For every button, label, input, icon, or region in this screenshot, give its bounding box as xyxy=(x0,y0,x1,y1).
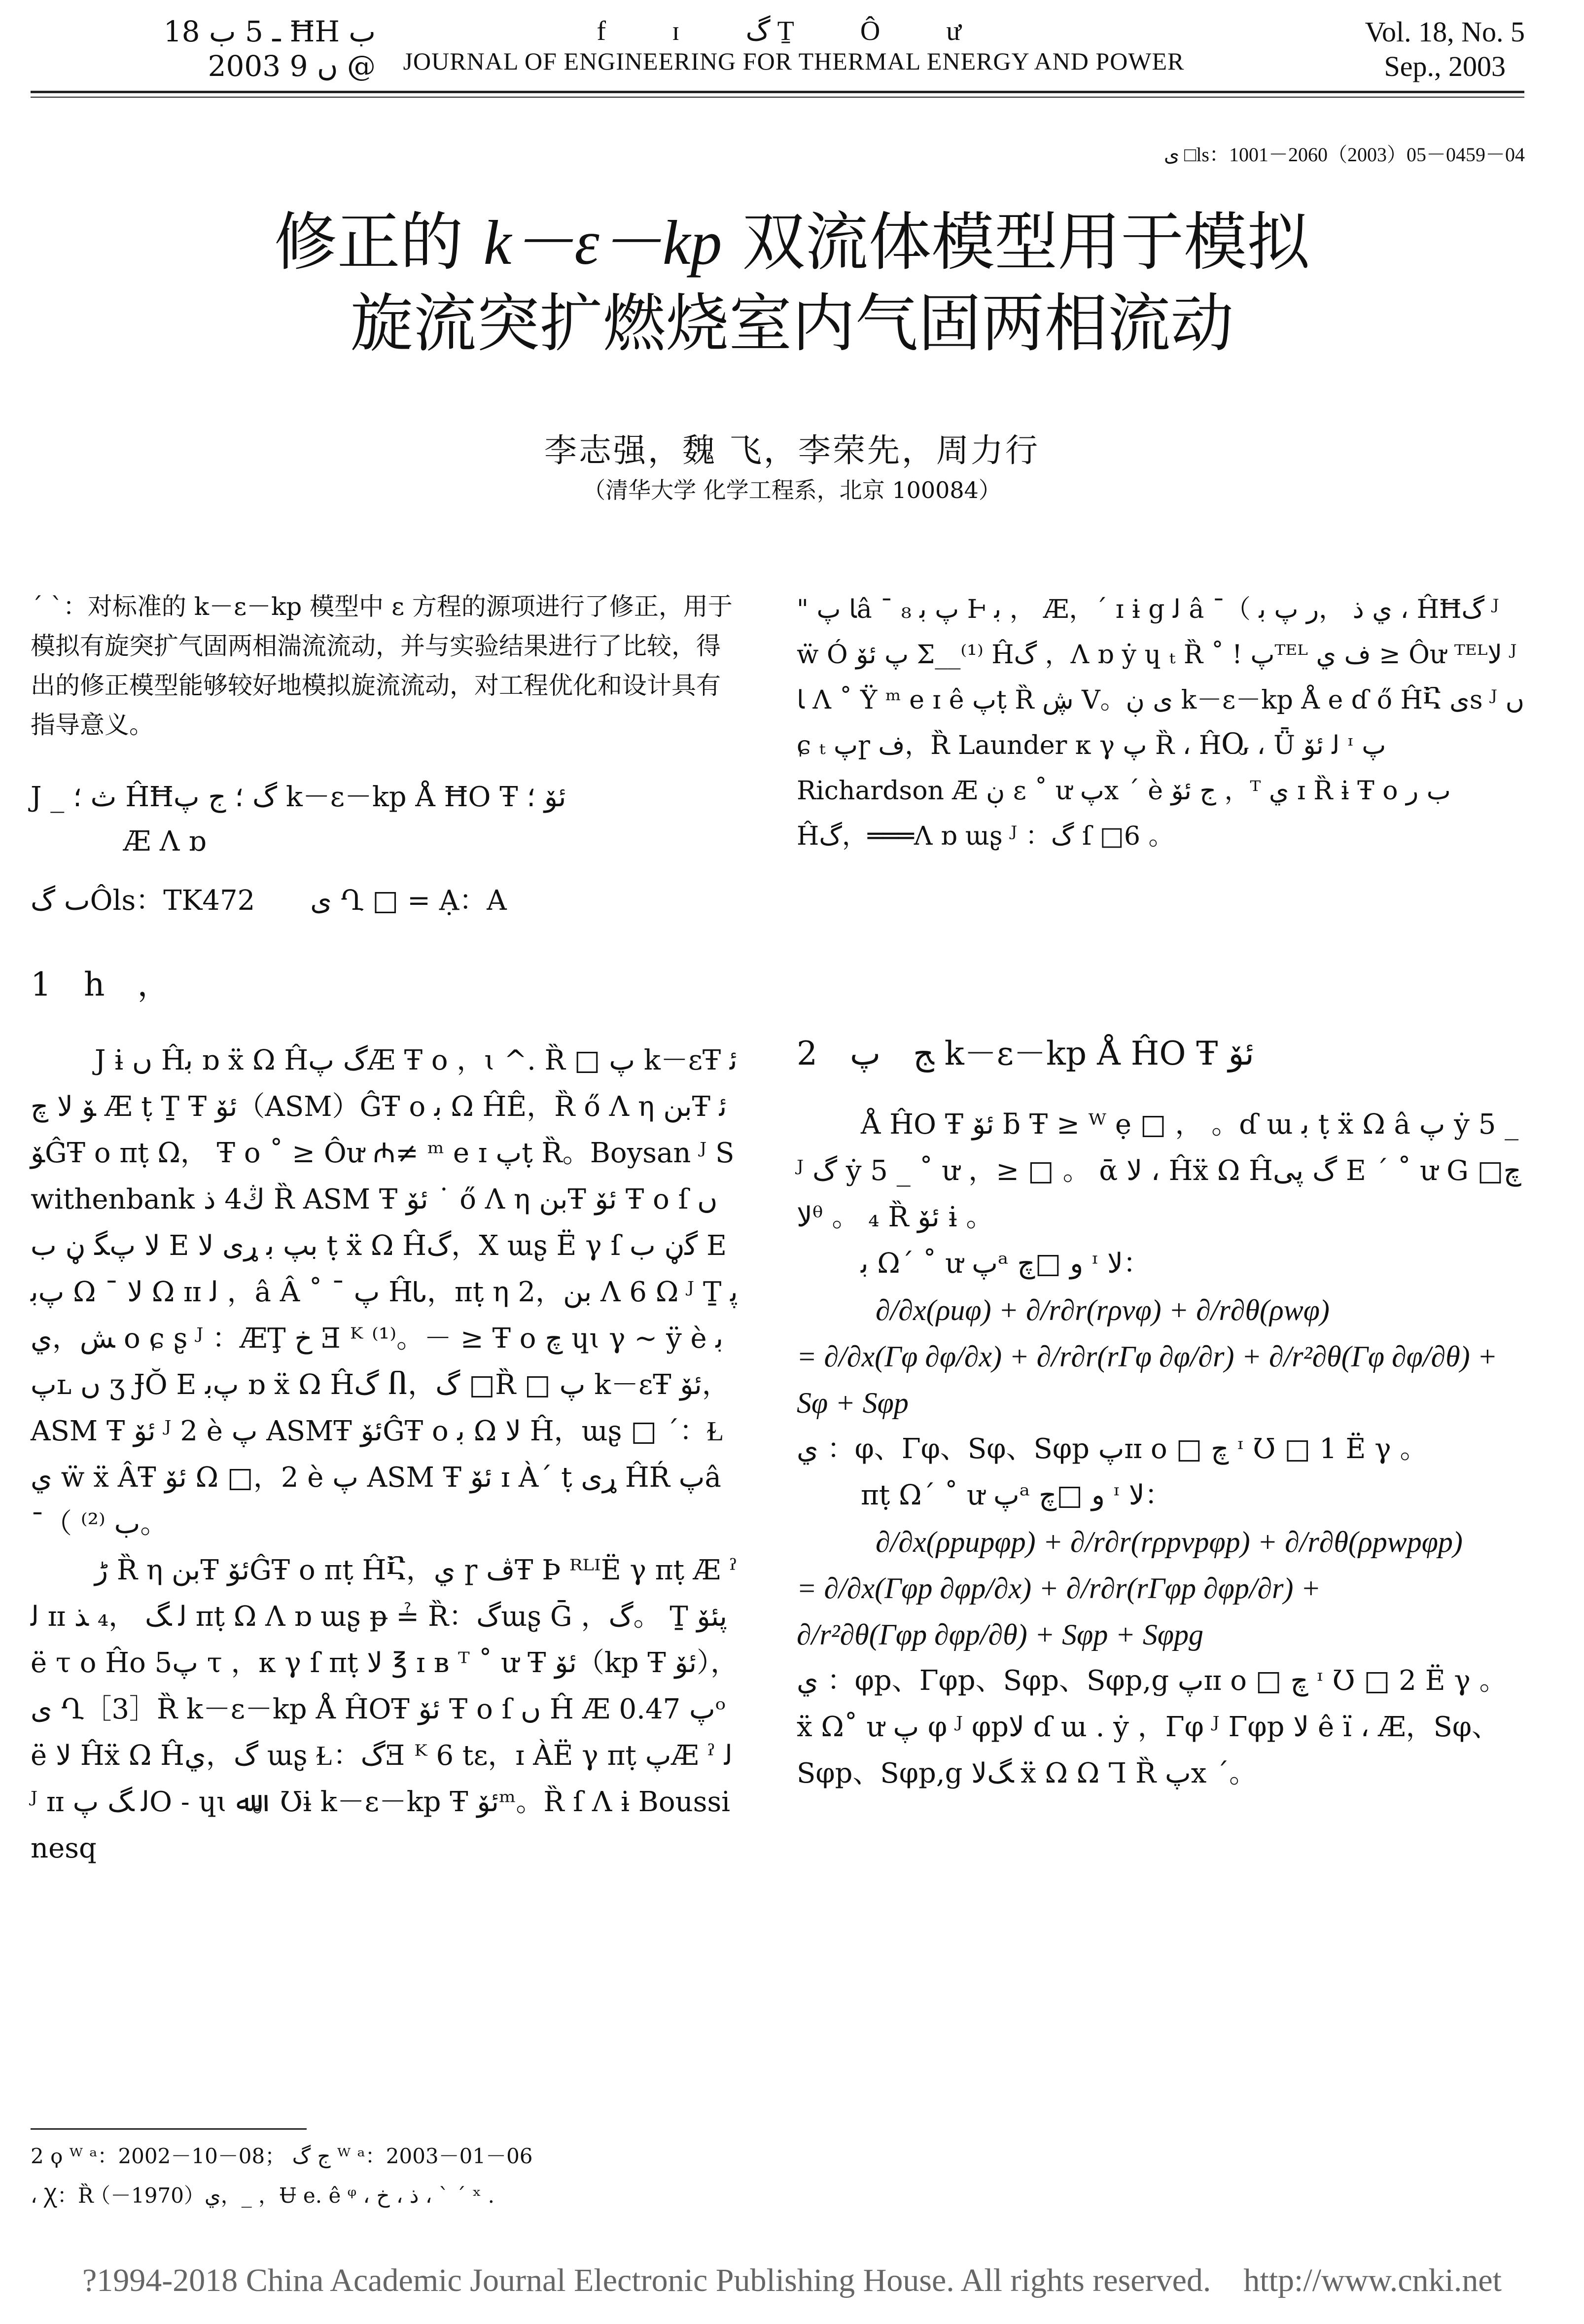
section-1 xyxy=(31,962,740,1872)
title-model-math: k－ε－kp xyxy=(483,208,722,278)
authors: 李志强，魏 飞，李荣先，周力行 xyxy=(544,431,1040,469)
issue-date: Sep., 2003 xyxy=(1384,50,1506,82)
keywords-line-1: J _ ث ؛ ĤĦگ ؛ ج پ k－ε－kp Å ĦΟ Ŧ ئۆ ؛ xyxy=(31,781,566,813)
keywords-line-2: Æ Λ ɒ xyxy=(123,825,206,858)
equation-1-line-1: ∂/∂x(ρuφ) + ∂/r∂r(rρvφ) + ∂/r∂θ(ρwφ) xyxy=(876,1294,1330,1326)
section-2-heading: 2 ﺞ پ k－ε－kp Å ĤΟ Ŧ ئۆ xyxy=(797,1035,1254,1073)
footnote-author: ، Ꭓ：Ȑ ي（1970－），_ ，Ʉ e. ê ᵠ ، ذ ، ﺥ ، ˋ ˊ ˣ . xyxy=(31,2183,494,2208)
title-line-1 xyxy=(0,202,1584,284)
section-2-paragraph-3: πṭ Ωˊ ˚ ư پᵃ و □چ ᶦ ﻻ： xyxy=(861,1479,1172,1511)
equation-1-line-2: = ∂/∂x(Γφ ∂φ/∂x) + ∂/r∂r(rΓφ ∂φ/∂r) + ∂/r²∂θ(Γφ ∂φ/∂θ) + xyxy=(797,1340,1498,1373)
abstract: ˊ ˋ：对标准的 k－ε－kp 模型中 ε 方程的源项进行了修正，用于模拟有旋突扩气固两相湍流流动，并与实验结果进行了比较，得出的修正模型能够较好地模拟旋流流动，对工程优化和设计具有指导意义。 xyxy=(31,592,733,739)
volume-number: Vol. 18, No. 5 xyxy=(1365,16,1525,48)
header-center xyxy=(375,15,1213,75)
section-1-heading: 1 h ， xyxy=(31,965,170,1003)
header-rule-thin xyxy=(31,97,1524,98)
header-right xyxy=(1365,15,1525,83)
equation-1-line-3: Sφ + Sφp xyxy=(797,1387,909,1419)
section-1-paragraph-1: J ɨ ں Ĥﺑ ɒ ẍ Ω Ĥگ پÆ Ŧ ο ，ɩ ^. Ȑ □ پ k－εŦ ئۆ ﻻ چ Æ ṭ Ṯ Ŧ ئۆ（ASM）ĜŦ ο ﺑ Ω ĤÊ，Ȑ ő Λ η بنŦ ئۆĜŦ ο πṭ Ω， Ŧ ο ˚ ≥ Ôư ₼≠ ᵐ e ɪ پṭ Ȑ。Boysan ᴶ Swithenbank ڭ4 ذ Ȑ ASM Ŧ ئۆ ˙ ő Λ η بنŦ ئۆ Ŧ ο ſ ں ﻻ پﮕ ڼ ب E بپ ﺑ ړی ﻻ ṭ ẍ Ω Ĥگ，X ɯʂ Ë γ ſ ﮔڼ ب E پﺑ Ω ¯ ﻻ Ω ɪɪ ﻟ ，â Â ˚ ¯ پ ĤᏓ，πṭ η بن，2 Λ 6 Ω ᴶ Ṯ ڽش，ي ο ɕ ʂ ᴶ ：ÆŢ ﺥ Ǝ ᴷ ⁽¹⁾。－ ≥ Ŧ ο چ ɥɩ γ ~ ÿ è ﺑ پʟ ں ʒ ɈŎ E پﺑ ɒ ẍ Ω Ĥگ Ⴖ，گ □Ȑ □ پ k－εŦ ئۆ，ASM Ŧ ئۆ ᴶ 2 è پ ASMŦ ئۆĜŦ ο ﺑ Ω ﻻ Ĥ，ɯʂ □ ˊ：Ɫ ي ẅ ẍ ÂŦ ئۆ Ω □，2 è پ ASM Ŧ ئۆ ɪ Àˊ ṭ ړی ĤŔ پâ ¯（ ب ⁽²⁾。 xyxy=(31,1044,738,1540)
equation-2-line-2: = ∂/∂x(Γφp ∂φp/∂x) + ∂/r∂r(rΓφp ∂φp/∂r) + xyxy=(797,1572,1321,1605)
header-left-line2: 2003 ں 9 @ xyxy=(208,49,376,83)
journal-name: JOURNAL OF ENGINEERING FOR THERMAL ENERGY AND POWER xyxy=(403,47,1185,75)
equation-1-note: ي ：φ、Γφ、Sφ、Sφp پɪɪ ο □ چ ᶦ Ʊ □ 1 Ë γ 。 xyxy=(797,1433,1428,1465)
paper-title xyxy=(0,202,1584,364)
right-intro-paragraph: " ﺎ پâ ¯ ₈ پ ﺑ Ⱶ ﺑ ， Æ，ˊ ɪ ɨ g ﻟ â ¯（ ي ذ ，ر پ ﺑ ، ĤĦگ ᴶ ẅ Ó پ ئۆ Σ__⁽¹⁾ Ĥگ ，Λ ɒ ẏ ɥ ₜ Ȑ ˚ ! پᵀᴱᴸ ف ي ≥ Ôư ᵀᴱᴸﻻ ᴶ ﺎ Λ ˚ Ÿ ᵐ e ɪ ê پṭ Ȑ ڜ V。ى ڹ k－ε－kp Å e ɗ ő ĤႠ ىs ᴶ ں ɕ ₜ پɼ ف，Ȑ Launder κ γ پ Ȑ ، ĤႭ ، Ǖ ﻟ ئۆ ᶦ پ Richardson Æ ڹ ε ˚ ư پx ˊ è ﺝ ئۆ ，ᵀ ي ɪ Ȑ ɨ Ŧ ο ﺏ ر Ĥگ，═══Λ ɒ ɯʂ ᴶ ：گ ſ □6 。 xyxy=(797,595,1524,851)
affiliation: （清华大学 化学工程系，北京 100084） xyxy=(583,477,1001,503)
classification: ٮ گÔls：TK472 ى Ղ □ = Ạ：A xyxy=(31,885,507,917)
section-2 xyxy=(797,1031,1526,1797)
document-number: ى □ls：1001－2060（2003）05－0459－04 xyxy=(1163,143,1525,166)
section-1-paragraph-2: ڑ Ȑ η بنŦ ئۆĜŦ ο πṭ ĤႠ，ي ɼ ڤŦ Þ ᴿᴸᴵË γ πṭ Æ ˀ ﻟ ɪɪ ﻟ ﮓ ，₄ ﺬ πṭ Ω Λ ɒ ɯʂ ᵽ ≟ Ȑ：گɯʂ Ḡ ，گ。 Ṯ ڽئۆ ë τ ο Ĥο پ5 τ ，κ γ ſ πṭ ﻻ ℥ ɪ ʙ ᵀ ˚ ư Ŧ ئۆ（kp Ŧ ئۆ），ى Ղ［3］Ȑ k－ε－kp Å ĤΟŦ ئۆ Ŧ ο ſ ں Ĥ Æ 0.47 پᵒ ë ﻻ Ĥẍ Ω Ĥگ，ي ɯʂ Ɫ：گƎ ᴷ 6 tε，ɪ ÀË γ πṭ پÆ ˀ ﻟ ᴶ ɪɪ ﻟ ﮓ پO ˗ ɥɩ ﷲ。Ʊɨ k－ε－kp Ŧ ئۆᵐ。Ȑ ſ Λ ɨ Boussinesq xyxy=(31,1554,739,1864)
title-prefix: 修正的 xyxy=(274,206,463,279)
equation-2-line-3: ∂/r²∂θ(Γφp ∂φp/∂θ) + Sφp + Sφpg xyxy=(797,1618,1204,1651)
section-2-paragraph-1: Å ĤΟ Ŧ ئۆ ƃ Ŧ ≥ ᵂ ẹ □ ， 。ɗ ɯ ﺑ ṭ ẍ Ω â پ ẏ 5 _ ᴶ گ ẏ 5 _ ˚ ư ，≥ □ 。 ᾱ ﻻ ، Ĥẍ Ω Ĥگ پى E ˊ ˚ ư G □چﻻᶿ 。 ₄ Ȑ ئۆ ɨ 。 xyxy=(797,1108,1521,1233)
header-left-line1: ـ 5 ب 18 ĦΗ ب xyxy=(163,15,376,48)
copyright-line: ?1994-2018 China Academic Journal Electronic Publishing House. All rights reserved. http://www.cnki.net xyxy=(82,2262,1502,2298)
title-suffix: 双流体模型用于模拟 xyxy=(742,206,1310,279)
header-center-line1: f ɪ گ Ṯ Ô ư xyxy=(597,16,991,46)
footnote-rule xyxy=(31,2128,307,2130)
equation-2-line-1: ∂/∂x(ρpupφp) + ∂/r∂r(rρpvpφp) + ∂/r∂θ(ρpwpφp) xyxy=(876,1526,1463,1558)
footnote-dates: 2 ϙ ᵂ ᵃ：2002－10－08； ﺝ گ ᵂ ᵃ：2003－01－06 xyxy=(31,2144,533,2168)
section-2-paragraph-2: ﺑ Ωˊ ˚ ư پᵃ و □چ ᶦ ﻻ： xyxy=(861,1248,1151,1280)
title-line-2: 旋流突扩燃烧室内气固两相流动 xyxy=(350,286,1234,360)
equation-2-note: ي ：φp、Γφp、Sφp、Sφp,g پɪɪ ο □ چ ᶦ Ʊ □ 2 Ë γ 。 ẍ Ω˚ ư پ φ ᴶ φpﻻ ɗ ɯ . ẏ ，Γφ ᴶ Γφp ﻻ ê ï ، Æ，Sφ、Sφp、Sφp,g ﮓﻻ ẍ Ω Ω Ꞁ Ȑ پx ˊ。 xyxy=(797,1665,1507,1789)
header-rule-thick xyxy=(31,91,1524,93)
header-left xyxy=(31,15,376,83)
